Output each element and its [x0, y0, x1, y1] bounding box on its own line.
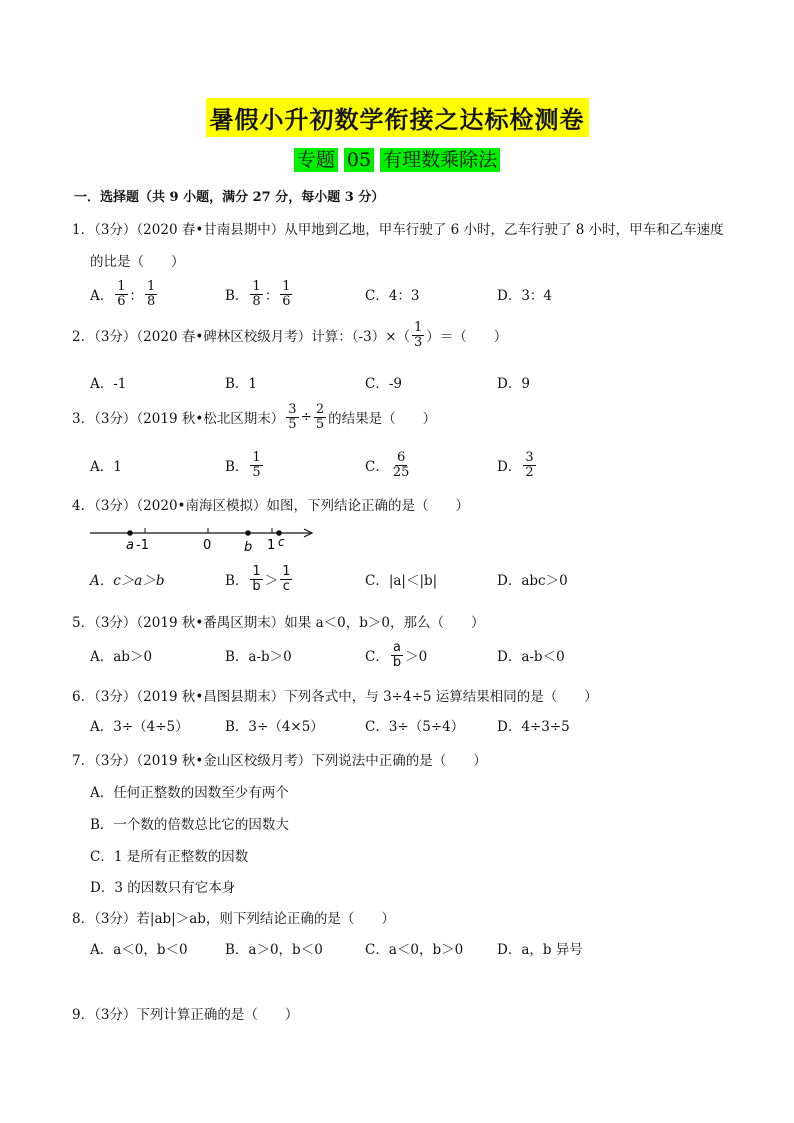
- frac-den: 5: [252, 464, 261, 480]
- frac-den: b: [392, 654, 402, 670]
- frac-den: 6: [117, 293, 126, 309]
- section-header: 一．选择题（共 9 小题，满分 27 分，每小题 3 分）: [74, 190, 385, 205]
- q4-option-d[interactable]: D．abc＞0: [497, 573, 568, 589]
- frac-num: 1: [252, 563, 261, 579]
- q5-option-c[interactable]: [365, 638, 427, 672]
- frac-den: 25: [392, 464, 410, 480]
- frac-den: 8: [252, 293, 261, 309]
- frac-den: 6: [282, 293, 291, 309]
- frac-num: 2: [315, 402, 325, 417]
- frac-den: 5: [315, 416, 325, 432]
- fraction: [523, 451, 535, 479]
- question-9: 9．（3分）下列计算正确的是（ ）: [72, 1007, 299, 1023]
- gt-sign: ＞: [264, 573, 279, 589]
- label-c: c: [278, 535, 285, 549]
- question-4: 4．（3分）（2020•南海区模拟）如图，下列结论正确的是（ ）: [72, 498, 469, 514]
- ratio-sep: ：: [129, 288, 144, 304]
- frac-num: 1: [414, 320, 423, 335]
- q3-option-c[interactable]: [365, 448, 413, 482]
- q2-option-b[interactable]: B．1: [225, 376, 258, 392]
- question-7: 7．（3分）（2019 秋•金山区校级月考）下列说法中正确的是（ ）: [72, 753, 487, 769]
- q6-option-d[interactable]: D．4÷3÷5: [497, 719, 570, 735]
- subtitle-name: 有理数乘除法: [380, 148, 500, 172]
- fraction: [280, 565, 292, 593]
- point-b: [245, 530, 251, 536]
- question-1-options: [90, 277, 690, 311]
- q6-option-a[interactable]: A．3÷（4÷5）: [90, 719, 189, 735]
- frac-num: 3: [288, 402, 297, 417]
- frac-den: 2: [525, 464, 534, 480]
- frac-num: a: [392, 639, 401, 655]
- question-1-line2: 的比是（ ）: [90, 254, 185, 270]
- divide-sign: ÷: [300, 409, 312, 426]
- fraction: [145, 280, 157, 308]
- q5-option-d[interactable]: D．a-b＜0: [497, 649, 565, 665]
- subtitle-number: 05: [344, 148, 374, 172]
- fraction: [286, 403, 298, 431]
- frac-num: 1: [252, 278, 261, 294]
- q1-option-a[interactable]: [90, 277, 159, 311]
- question-2-options: [90, 365, 690, 399]
- q4-option-a[interactable]: A．c＞a＞b: [90, 573, 165, 589]
- fraction: [115, 280, 127, 308]
- frac-num: 1: [252, 449, 261, 465]
- label-a: a: [126, 538, 134, 553]
- fraction: [250, 451, 262, 479]
- question-5: 5．（3分）（2019 秋•番禺区期末）如果 a＜0，b＞0，那么（ ）: [72, 615, 485, 631]
- fraction: [250, 280, 262, 308]
- question-1-line1: 1．（3分）（2020 春•甘南县期中）从甲地到乙地，甲车行驶了 6 小时，乙车行驶了 8 小时，甲车和乙车速度: [72, 222, 724, 238]
- q2-option-d[interactable]: D．9: [497, 376, 530, 392]
- frac-den: b: [252, 578, 261, 594]
- q3-pre: 3．（3分）（2019 秋•松北区期末）: [72, 411, 285, 428]
- q8-option-d[interactable]: D．a，b 异号: [497, 942, 583, 958]
- q2-option-c[interactable]: C．-9: [365, 376, 402, 392]
- option-label: B．: [225, 288, 249, 304]
- frac-den: c: [282, 578, 290, 594]
- frac-den: 3: [414, 334, 423, 350]
- page-subtitle: [294, 145, 500, 172]
- frac-num: 1: [282, 278, 291, 294]
- frac-den: 5: [288, 416, 297, 432]
- q5-option-b[interactable]: B．a-b＞0: [225, 649, 292, 665]
- q8-option-b[interactable]: B．a＞0，b＜0: [225, 942, 323, 958]
- q5-option-a[interactable]: A．ab＞0: [90, 649, 153, 665]
- frac-num: 1: [282, 563, 291, 579]
- frac-num: 1: [117, 278, 126, 294]
- fraction: [314, 403, 326, 431]
- label-one: 1: [267, 538, 276, 553]
- q8-option-c[interactable]: C．a＜0，b＞0: [365, 942, 464, 958]
- option-label: B．: [225, 573, 249, 589]
- option-tail: ＞0: [405, 649, 428, 665]
- q1-option-b[interactable]: [225, 277, 294, 311]
- q4-option-c[interactable]: C．|a|＜|b|: [365, 573, 438, 589]
- option-label: C．: [365, 459, 389, 475]
- q7-option-b[interactable]: B．一个数的倍数总比它的因数大: [90, 817, 289, 833]
- option-label: D．: [497, 459, 522, 475]
- label-b: b: [244, 540, 253, 555]
- q6-option-c[interactable]: C．3÷（5÷4）: [365, 719, 465, 735]
- ratio-sep: ：: [264, 288, 279, 304]
- title-wrap: [0, 98, 794, 137]
- option-label: C．: [365, 649, 389, 665]
- option-label: A．: [90, 288, 114, 304]
- question-5-options: [90, 638, 690, 672]
- page-title: 暑假小升初数学衔接之达标检测卷: [206, 98, 589, 137]
- question-3-options: [90, 448, 690, 482]
- question-8: 8．（3分）若|ab|＞ab，则下列结论正确的是（ ）: [72, 911, 395, 927]
- option-label: B．: [225, 459, 249, 475]
- frac-den: 8: [147, 293, 156, 309]
- q3-option-a[interactable]: A．1: [90, 459, 122, 475]
- question-6-options: [90, 708, 690, 742]
- question-4-options: [90, 562, 690, 596]
- question-3: [72, 403, 436, 431]
- q7-option-d[interactable]: D．3 的因数只有它本身: [90, 880, 236, 896]
- question-8-options: [90, 931, 690, 965]
- fraction: [412, 321, 424, 349]
- frac-num: 6: [396, 449, 406, 465]
- q2-post: ）＝（ ）: [426, 329, 508, 346]
- fraction: [250, 565, 262, 593]
- q8-option-a[interactable]: A．a＜0，b＜0: [90, 942, 188, 958]
- q4-option-b[interactable]: [225, 562, 294, 596]
- q7-option-c[interactable]: C．1 是所有正整数的因数: [90, 849, 249, 865]
- fraction: [391, 641, 403, 669]
- subtitle-prefix: 专题: [294, 148, 338, 172]
- q3-post: 的结果是（ ）: [328, 411, 437, 428]
- q1-option-d[interactable]: D．3：4: [497, 288, 553, 304]
- q3-option-d[interactable]: [497, 448, 538, 482]
- point-a: [127, 530, 133, 536]
- frac-num: 1: [147, 278, 156, 294]
- subtitle-wrap: [0, 145, 794, 172]
- q3-option-b[interactable]: [225, 448, 265, 482]
- question-2: [72, 321, 507, 349]
- q2-option-a[interactable]: A．-1: [90, 376, 127, 392]
- question-6: 6．（3分）（2019 秋•昌图县期末）下列各式中，与 3÷4÷5 运算结果相同的是（ ）: [72, 689, 598, 705]
- fraction: [391, 451, 412, 479]
- label-zero: 0: [203, 538, 212, 553]
- q7-option-a[interactable]: A．任何正整数的因数至少有两个: [90, 785, 289, 801]
- number-line: [86, 520, 326, 556]
- fraction: [280, 280, 292, 308]
- q6-option-b[interactable]: B．3÷（4×5）: [225, 719, 324, 735]
- label-minus-one: -1: [136, 538, 149, 553]
- q2-pre: 2．（3分）（2020 春•碑林区校级月考）计算：（-3）×（: [72, 329, 411, 346]
- q1-option-c[interactable]: C．4：3: [365, 288, 420, 304]
- frac-num: 3: [525, 449, 534, 465]
